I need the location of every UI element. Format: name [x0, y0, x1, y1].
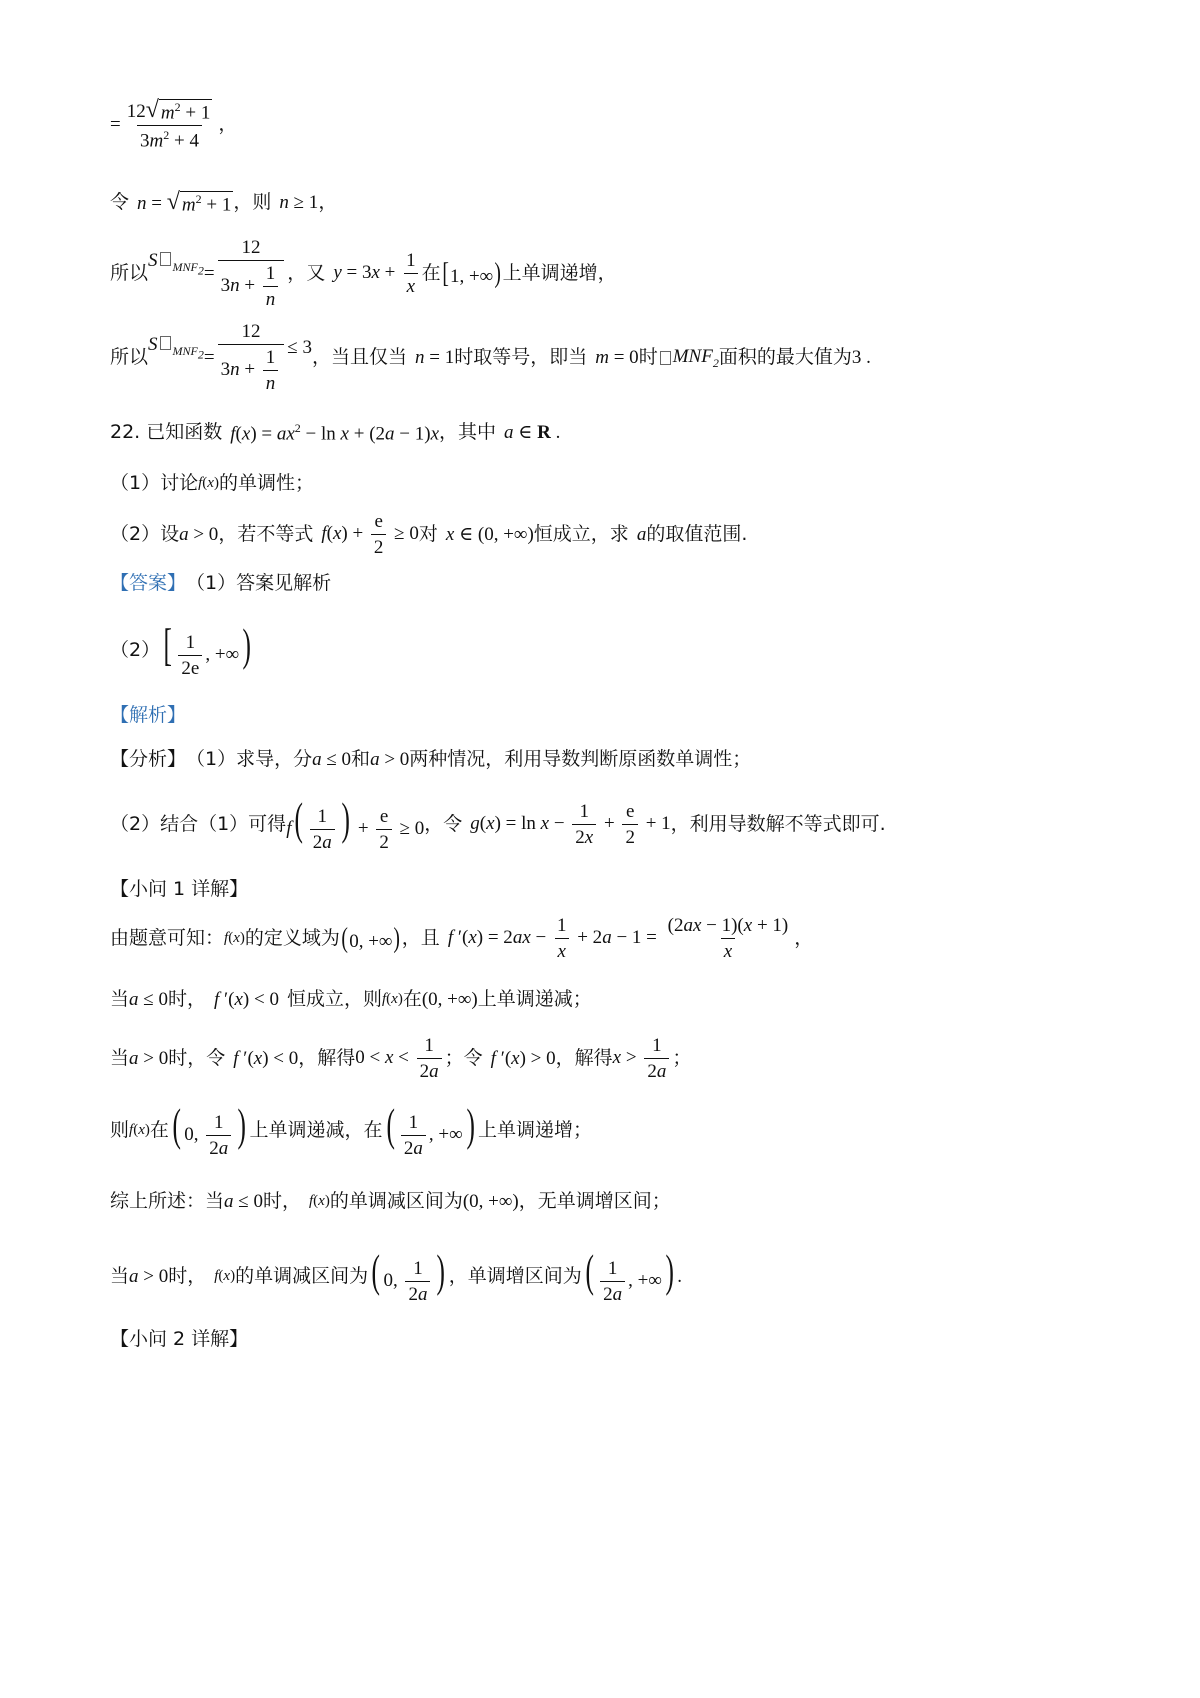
analysis-tag-line [110, 706, 186, 725]
part1-line-1: 由题意可知： f(x) 的定义域为 (0, +∞) ，且 f ′(x) = 2ax − $\frac{1}{x}$ + 2a − 1 = $\frac{(2ax - 1)(x + 1)}{x}$ ， [110, 915, 814, 962]
question-1: （1）讨论 f(x) 的单调性； [110, 472, 314, 494]
analysis-line-1: 【分析】 （1）求导，分 a ≤ 0 和 a > 0 两种情况，利用导数判断原函数单调性； [110, 748, 752, 770]
part1-header: 【小问 1 详解】 [110, 878, 249, 900]
substitution-line: 令 n = √ $m^2 + 1$ ，则 n ≥ 1 ， [110, 189, 338, 215]
part2-header: 【小问 2 详解】 [110, 1328, 249, 1350]
problem-statement: 22. 已知函数 $f(x) = ax^2 - \ln x + (2a - 1)x$ ，其中 a ∈ R . [110, 421, 561, 445]
part1-line-4: 则 f(x) 在 ( 0, $\frac{1}{2a}$ ) 上单调递减，在 ( $\frac{1}{2a}$ , +∞) 上单调递增； [110, 1099, 592, 1160]
max-area-line: 所以 S $_{MNF_2}$ = 12 3n + $\frac{1}{n}$ ≤ 3 ，当且仅当 n = 1 时取等号，即当 m = 0 时 $MNF_2$ 面积的最大值为 3 . [110, 321, 871, 394]
part1-line-5: 综上所述：当 a ≤ 0 时， f(x) 的单调减区间为 (0, +∞) ，无单调增区间； [110, 1190, 671, 1212]
question-2: （2）设 a > 0 ，若不等式 f(x) + $\frac{e}{2}$ ≥ 0 对 x ∈ (0, +∞) 恒成立，求 a 的取值范围. [110, 511, 748, 558]
analysis-tag: 【解析】 [110, 704, 187, 726]
fraction-area: 12 √ $m^2 + 1$ $3m^2 + 4$ [126, 97, 211, 152]
area-monotonic-line: 所以 S $_{MNF_2}$ = 12 3n + $\frac{1}{n}$ ，又 y = 3x + $\frac{1}{x}$ 在 [1, +∞) 上单调递增， [110, 237, 617, 310]
answer-line-2: （2） [ $\frac{1}{2e}$ , +∞) [110, 619, 252, 680]
part1-line-6: 当 a > 0 时， f(x) 的单调减区间为 ( 0, $\frac{1}{2a}$ ) ，单调增区间为 ( $\frac{1}{2a}$ , +∞) . [110, 1245, 682, 1306]
part1-line-3: 当 a > 0 时，令 f ′(x) < 0 ，解得 0 < x < $\frac{1}{2a}$ ；令 f ′(x) > 0 ，解得 x > $\frac{1}{2a}$ ； [110, 1035, 692, 1082]
analysis-line-2: （2）结合（1）可得 f( $\frac{1}{2a}$ ) + $\frac{e}{2}$ ≥ 0 ，令 g(x) = ln x − $\frac{1}{2x}$ + $\frac{e}{2}$ + 1 ，利用导数解不等式即可. [110, 793, 886, 854]
answer-line-1: 【答案】 （1）答案见解析 [110, 572, 332, 594]
formula-line-area: = 12 √ $m^2 + 1$ $3m^2 + 4$ ， [110, 97, 238, 152]
answer-tag: 【答案】 [110, 572, 187, 594]
part1-line-2: 当 a ≤ 0 时， f ′(x) < 0 恒成立，则 f(x) 在 (0, +∞) 上单调递减； [110, 988, 592, 1010]
